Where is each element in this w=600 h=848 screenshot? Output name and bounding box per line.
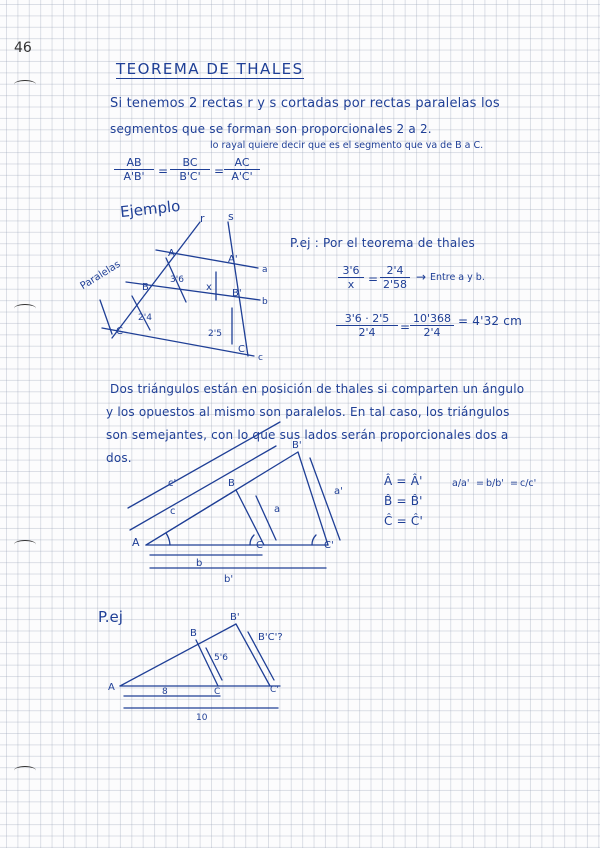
svg-text:8: 8 [162,687,168,697]
side-ratio: a/a' [452,478,470,489]
theory-line: y los opuestos al mismo son paralelos. En tal caso, los triángulos [106,405,510,419]
svg-text:C: C [116,326,123,337]
svg-text:C: C [214,687,221,697]
ratio-fraction: $\frac{AC}{A'C'}$ [224,156,260,183]
svg-text:b: b [196,558,203,569]
solution-fraction: $\frac{2'4}{2'58}$ [380,264,410,291]
svg-text:C: C [256,540,263,551]
example2-heading: P.ej [98,608,123,626]
theory-line: Dos triángulos están en posición de thales si comparten un ángulo [110,382,525,396]
intro-note: lo rayal quiere decir que es el segmento que va de B a C. [210,140,484,151]
angle-equality: Ĉ = Ĉ' [384,514,423,528]
svg-text:B: B [190,628,197,639]
side-ratio: c/c' [520,478,537,489]
line-r-label: r [200,212,205,225]
svg-text:B': B' [292,440,302,451]
angle-equality: Â = Â' [384,474,423,488]
calc-result: = 4'32 cm [458,314,522,328]
parallels-label: Paralelas [78,258,123,293]
svg-text:2'5: 2'5 [208,329,222,339]
svg-text:B: B [142,282,149,293]
svg-text:10: 10 [196,713,208,723]
svg-text:2'4: 2'4 [138,313,152,323]
svg-text:a': a' [334,486,343,497]
svg-text:b: b [262,297,268,307]
solution-note: Entre a y b. [430,272,485,283]
angle-equality: B̂ = B̂' [384,494,423,508]
solution-fraction: $\frac{3'6}{x}$ [338,264,364,291]
svg-text:A: A [108,682,115,693]
ratio-fraction: $\frac{AB}{A'B'}$ [114,156,154,183]
svg-text:C': C' [270,685,279,695]
example-heading: Ejemplo [119,196,182,222]
theory-line: son semejantes, con lo que sus lados serán proporcionales dos a [106,428,509,442]
svg-text:c: c [170,506,176,517]
svg-text:B': B' [230,612,240,623]
theory-line: dos. [106,451,132,465]
solution-intro: P.ej : Por el teorema de thales [290,236,475,250]
svg-text:A: A [132,536,140,549]
svg-text:B'C'?: B'C'? [258,632,283,643]
calc-fraction: $\frac{10'368}{2'4}$ [410,312,454,339]
svg-text:A: A [168,248,175,259]
side-ratio: b/b' [486,478,504,489]
svg-text:a: a [262,265,268,275]
svg-text:B': B' [232,288,242,299]
svg-text:C': C' [238,344,248,355]
ratio-fraction: $\frac{BC}{B'C'}$ [170,156,210,183]
line-s-label: s [228,210,234,223]
page-number: 46 [14,40,32,56]
svg-text:x: x [206,282,212,293]
svg-text:3'6: 3'6 [170,275,184,285]
calc-fraction: $\frac{3'6 \cdot 2'5}{2'4}$ [336,312,398,339]
intro-line: segmentos que se forman son proporcionales 2 a 2. [110,122,432,136]
notebook-page: 46 TEOREMA DE THALES Si tenemos 2 rectas r y s cortadas por rectas paralelas los segmentos que se forman son proporcionales 2 a 2. lo rayal quiere decir que es el segmento que va de B a C. $\frac{AB}{A'B'}$ = $\frac{BC}{B'C'}$ = $\frac{AC}{A'C'}$ Ejemplo Paralelas r s A B C A' B' C' a b c x 3'6 2'4 2'5 A B B' C C' a a' b b' c c' A B B' C C' B'C'? 5'6 8 10 P.ej : Por el teorema de thales $\frac{3'6}{x}$ = $\frac{2'4}{2'58}$ → Entre a y b. $\frac{3'6 \cdot 2'5}{2'4}$ = $\frac{10'368}{2'4}$ = 4'32 cm Dos triángulos están en posición de thales si comparten un ángulo y los opuestos al mismo son paralelos. En tal caso, los triángulos son semejantes, con lo que sus lados serán proporcionales dos a dos. Â = Â' B̂ = B̂' Ĉ = Ĉ' a/a' = b/b' = c/c' P.ej [0,0,600,848]
page-title: TEOREMA DE THALES [116,60,304,78]
svg-text:5'6: 5'6 [214,653,228,663]
svg-text:b': b' [224,574,234,585]
svg-text:B: B [228,478,235,489]
svg-text:c: c [258,353,263,363]
svg-text:A': A' [228,254,238,265]
svg-text:c': c' [168,478,177,489]
intro-line: Si tenemos 2 rectas r y s cortadas por rectas paralelas los [110,96,500,111]
svg-text:a: a [274,504,281,515]
svg-text:C': C' [324,540,334,551]
